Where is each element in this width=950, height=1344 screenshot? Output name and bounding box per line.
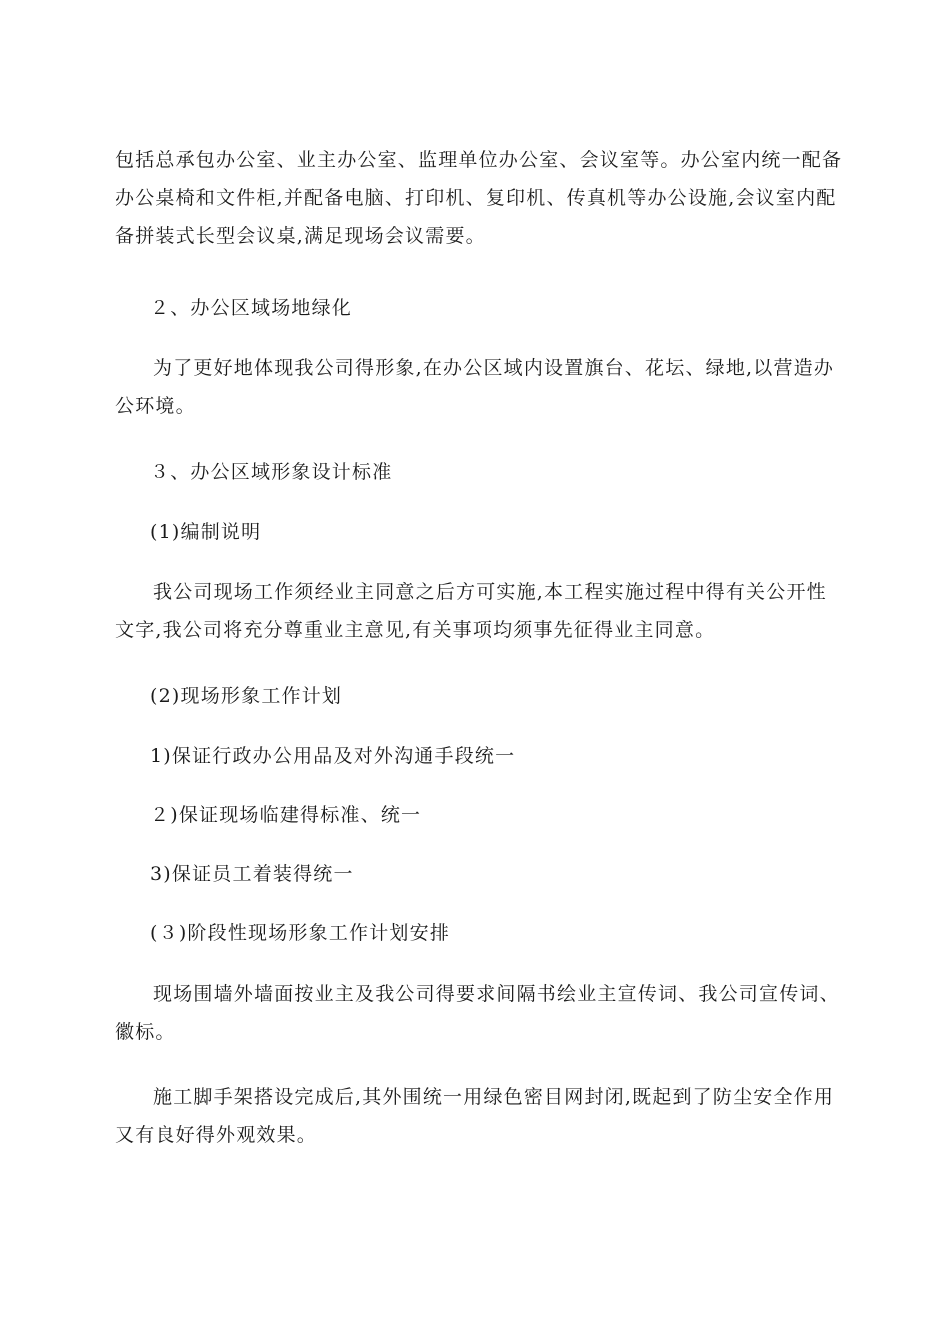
subheading-compilation-notes: (1)编制说明: [150, 521, 262, 543]
subheading-work-plan: (2)现场形象工作计划: [150, 685, 343, 707]
paragraph-office-rooms: 包括总承包办公室、业主办公室、监理单位办公室、会议室等。办公室内统一配备办公桌椅和文件柜,并配备电脑、打印机、复印机、传真机等办公设施,会议室内配备拼装式长型会议桌,满足现场会议需要。: [115, 149, 843, 247]
paragraph-scaffolding: 施工脚手架搭设完成后,其外围统一用绿色密目网封闭,既起到了防尘安全作用又有良好得外观效果。: [115, 1086, 835, 1146]
list-item-temporary-buildings: ２)保证现场临建得标准、统一: [150, 804, 422, 826]
heading-office-greening: ２、办公区域场地绿化: [150, 297, 353, 319]
heading-design-standard: ３、办公区域形象设计标准: [150, 461, 393, 483]
list-item-staff-attire: 3)保证员工着装得统一: [150, 863, 354, 885]
paragraph-greening: 为了更好地体现我公司得形象,在办公区域内设置旗台、花坛、绿地,以营造办公环境。: [115, 357, 835, 417]
paragraph-fence-wall: 现场围墙外墙面按业主及我公司得要求间隔书绘业主宣传词、我公司宣传词、徽标。: [115, 983, 840, 1043]
subheading-phased-plan: (３)阶段性现场形象工作计划安排: [150, 922, 451, 944]
paragraph-compilation-notes: 我公司现场工作须经业主同意之后方可实施,本工程实施过程中得有关公开性文字,我公司将充分尊重业主意见,有关事项均须事先征得业主同意。: [115, 581, 827, 641]
list-item-office-supplies: 1)保证行政办公用品及对外沟通手段统一: [150, 745, 516, 767]
